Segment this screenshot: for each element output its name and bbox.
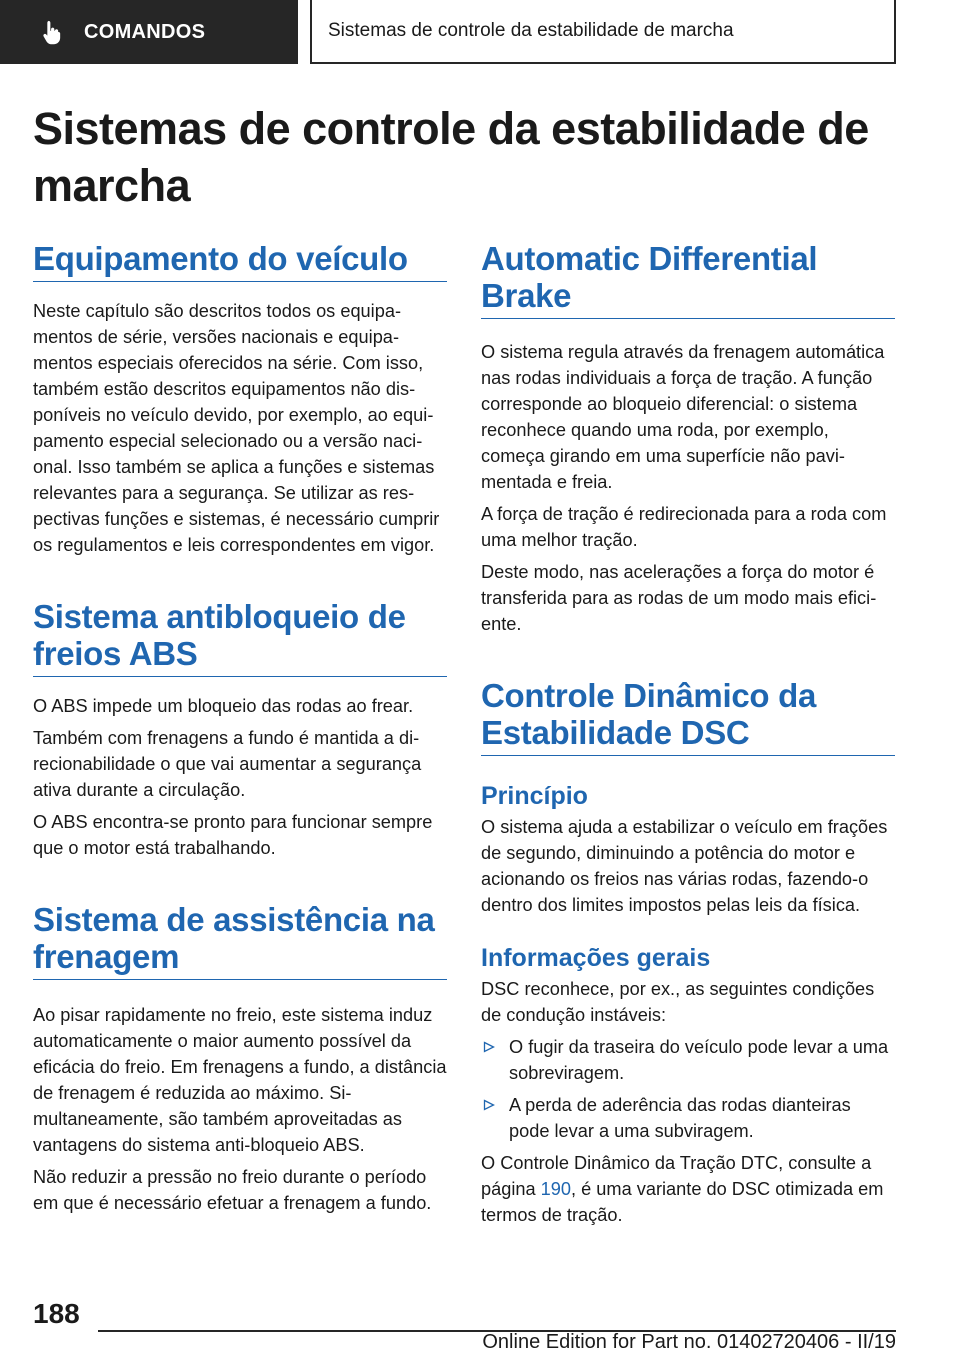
bullet-list bbox=[481, 1034, 895, 1144]
list-item bbox=[481, 1092, 895, 1144]
paragraph: O ABS encontra-se pronto para funcionar sempre que o motor está trabalhando. bbox=[33, 812, 433, 858]
list-item bbox=[481, 1034, 895, 1086]
section-assistencia-frenagem bbox=[33, 901, 447, 1216]
text-run: O Controle Dinâmico da Tração DTC, consulte a página bbox=[481, 1153, 872, 1199]
left-column bbox=[33, 240, 447, 1216]
section-tab[interactable] bbox=[0, 0, 298, 64]
section-dsc bbox=[481, 677, 895, 1228]
paragraph: O sistema regula através da frenagem automática nas rodas individuais a força de tração. A função corresponde ao bloqueio diferencial: o sistema reconhece quando uma roda, por exemplo, começa girando em uma superfície não pavimentada e freia. bbox=[481, 342, 885, 492]
list-item-text: O fugir da traseira do veículo pode levar a uma sobreviragem. bbox=[509, 1037, 889, 1083]
section-label: COMANDOS bbox=[84, 20, 206, 43]
section-heading: Sistema de assistência na frenagem bbox=[33, 901, 447, 980]
section-adb bbox=[481, 240, 895, 637]
paragraph: Não reduzir a pressão no freio durante o período em que é necessário efetuar a frenagem a fundo. bbox=[33, 1167, 432, 1213]
section-equipamento bbox=[33, 240, 447, 558]
paragraph: Ao pisar rapidamente no freio, este sistema induz automaticamente o maior aumento possível da eficácia do freio. Em frenagens a fundo, a distância de frenagem é reduzida ao máximo. Simultaneamente, são também aproveitadas as vantagens do sistema anti-bloqueio ABS. bbox=[33, 1005, 447, 1155]
paragraph bbox=[481, 1150, 895, 1228]
page-header bbox=[0, 0, 960, 66]
paragraph: O sistema ajuda a estabilizar o veículo em frações de segundo, diminuindo a potência do motor e acionando os freios nas várias rodas, fazendo-o dentro dos limites impostos pelas leis da física. bbox=[481, 817, 888, 915]
paragraph: DSC reconhece, por ex., as seguintes condições de condução instáveis: bbox=[481, 979, 875, 1025]
section-heading: Controle Dinâmico da Estabilidade DSC bbox=[481, 677, 895, 756]
section-heading: Equipamento do veículo bbox=[33, 240, 447, 282]
page-title: Sistemas de controle da estabilidade de marcha bbox=[33, 103, 869, 211]
section-heading: Sistema antibloqueio de freios ABS bbox=[33, 598, 447, 677]
paragraph: A força de tração é redirecionada para a roda com uma melhor tração. bbox=[481, 504, 887, 550]
paragraph: O ABS impede um bloqueio das rodas ao frear. bbox=[33, 696, 414, 716]
text-run: , é uma variante do DSC otimizada em termos de tração. bbox=[481, 1179, 884, 1225]
page-reference-link[interactable]: 190 bbox=[540, 1179, 572, 1199]
chapter-tab[interactable] bbox=[310, 0, 896, 64]
pointing-hand-icon bbox=[38, 18, 66, 46]
triangle-bullet-icon bbox=[483, 1099, 495, 1111]
triangle-bullet-icon bbox=[483, 1041, 495, 1053]
section-heading: Automatic Differential Brake bbox=[481, 240, 895, 319]
list-item-text: A perda de aderência das rodas dianteiras pode levar a uma subviragem. bbox=[509, 1095, 851, 1141]
section-abs bbox=[33, 598, 447, 861]
chapter-title: Sistemas de controle da estabilidade de marcha bbox=[328, 20, 734, 41]
paragraph: Deste modo, nas acelerações a força do motor é transferida para as rodas de um modo mais eficiente. bbox=[481, 562, 877, 634]
page-number: 188 bbox=[33, 1298, 80, 1329]
paragraph: Também com frenagens a fundo é mantida a direcionabilidade o que vai aumentar a segurança ativa durante a circulação. bbox=[33, 728, 422, 800]
subsection-heading: Princípio bbox=[481, 782, 588, 810]
subsection-heading: Informações gerais bbox=[481, 944, 711, 972]
edition-info: Online Edition for Part no. 01402720406 - II/19 bbox=[482, 1331, 896, 1353]
paragraph: Neste capítulo são descritos todos os equipamentos de série, versões nacionais e equipamentos especiais oferecidos na série. Com isso, também estão descritos equipamentos não disponíveis no veículo devido, por exemplo, ao equipamento especial selecionado ou a versão nacional. Isso também se aplica a funções e sistemas relevantes para a segurança. Se utilizar as respectivas funções e sistemas, é necessário cumprir os regulamentos e leis correspondentes em vigor. bbox=[33, 301, 440, 555]
right-column bbox=[481, 240, 895, 1228]
